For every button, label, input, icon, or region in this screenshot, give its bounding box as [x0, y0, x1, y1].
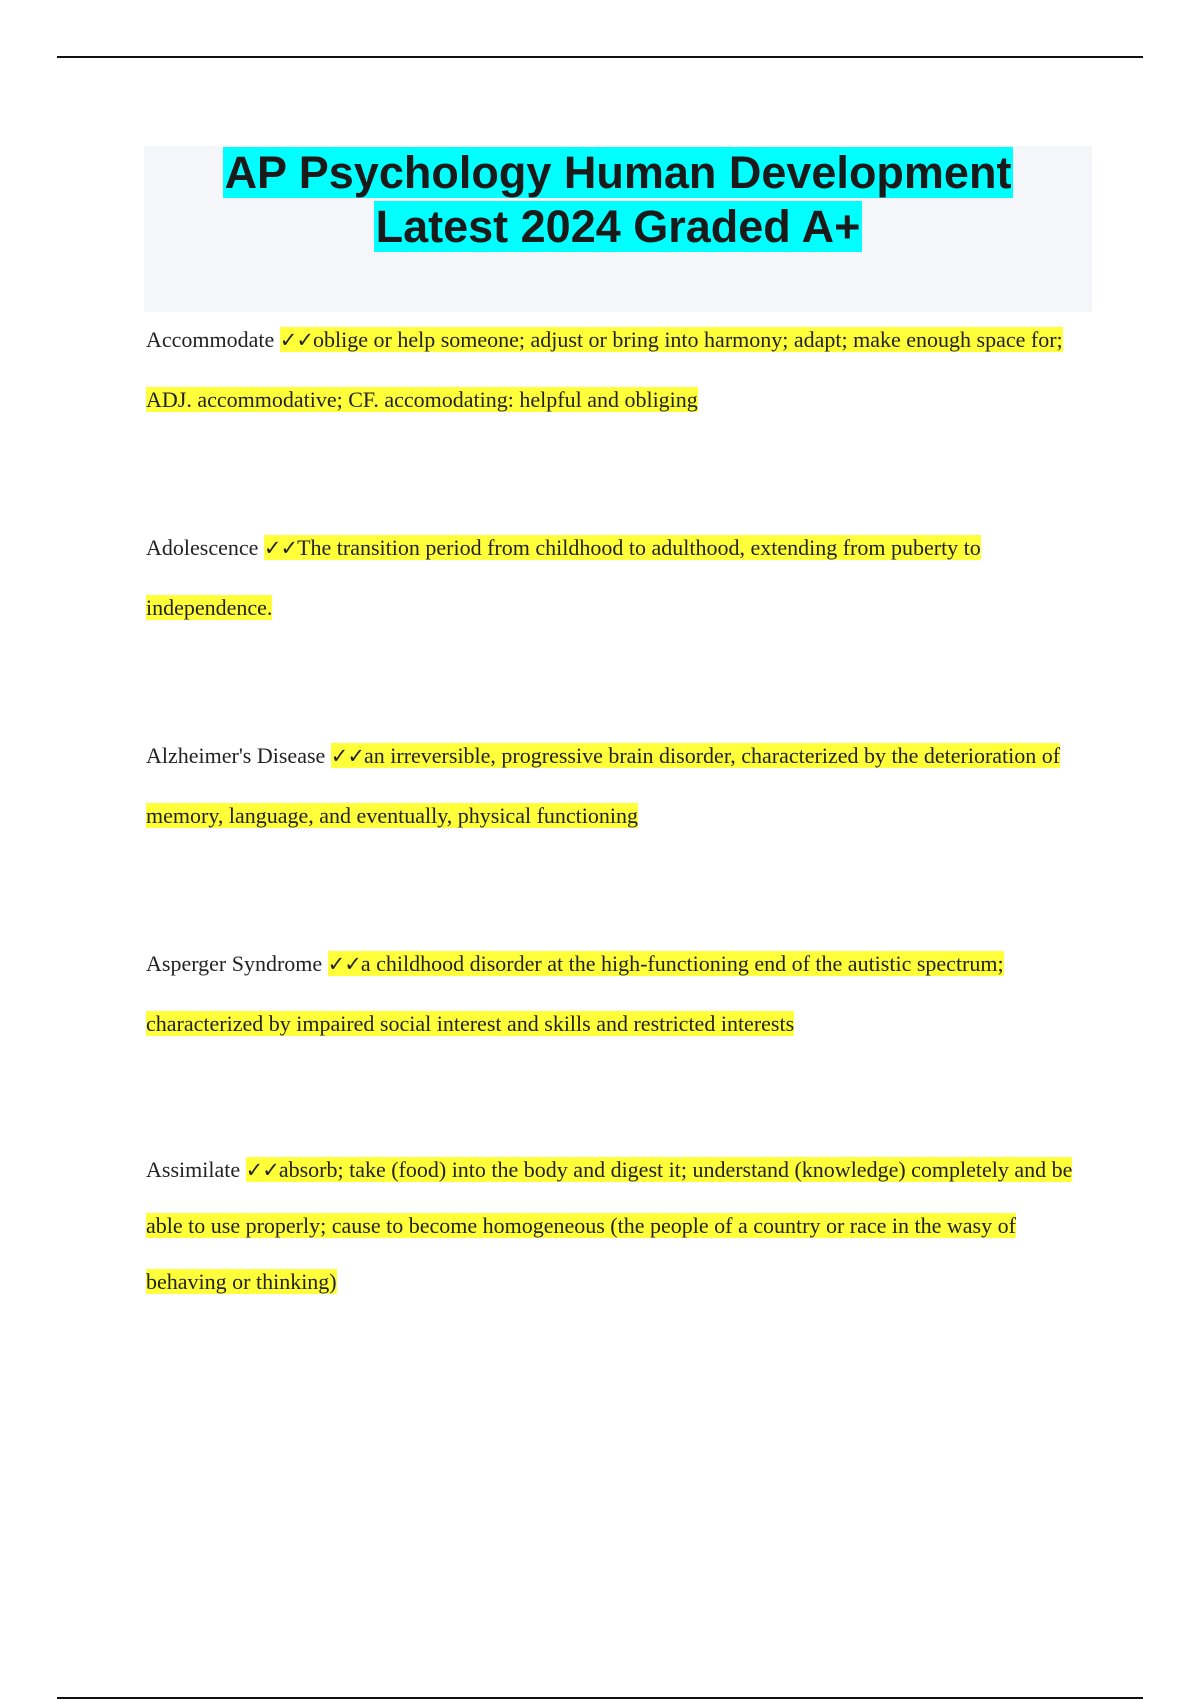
check-mark-icon: ✓✓ [263, 536, 298, 560]
entry-term: Asperger Syndrome [146, 951, 323, 976]
entry-definition [146, 327, 1063, 412]
entry-definition-text: absorb; take (food) into the body and digest it; understand (knowledge) completely and be able to use properly; cause to become homogeneous (the people of a country or race in the wasy of behaving or thinking) [146, 1157, 1073, 1294]
entry-definition [146, 535, 981, 620]
check-mark-icon: ✓✓ [327, 952, 361, 976]
check-mark-icon: ✓✓ [279, 328, 313, 352]
title-line-2 [144, 200, 1092, 254]
entry-definition-text: a childhood disorder at the high-functioning end of the autistic spectrum; characterized by impaired social interest and skills and restricted interests [146, 951, 1004, 1036]
top-rule [57, 56, 1143, 58]
entry-definition-text: The transition period from childhood to adulthood, extending from puberty to independence. [146, 535, 981, 620]
glossary-entry [146, 518, 1086, 638]
title-text-2: Latest 2024 Graded A+ [375, 201, 861, 252]
glossary-entry [146, 726, 1086, 846]
glossary-entry [146, 934, 1086, 1054]
glossary-entry [146, 310, 1086, 430]
entry-definition-text: an irreversible, progressive brain disorder, characterized by the deterioration of memory, language, and eventually, physical functioning [146, 743, 1061, 828]
entry-term: Alzheimer's Disease [146, 743, 326, 768]
glossary-entry [146, 1142, 1086, 1310]
entry-definition-text: oblige or help someone; adjust or bring into harmony; adapt; make enough space for; ADJ. accommodative; CF. accomodating: helpful and obliging [146, 327, 1063, 412]
glossary-entries [146, 310, 1086, 1310]
check-mark-icon: ✓✓ [245, 1158, 279, 1182]
entry-term: Accommodate [146, 327, 275, 352]
bottom-rule [57, 1697, 1143, 1699]
check-mark-icon: ✓✓ [330, 744, 364, 768]
title-block [144, 146, 1092, 312]
title-text-1: AP Psychology Human Development [224, 147, 1012, 198]
entry-term: Adolescence [146, 535, 259, 560]
entry-definition [146, 1157, 1072, 1294]
entry-term: Assimilate [146, 1157, 241, 1182]
title-line-1 [144, 146, 1092, 200]
